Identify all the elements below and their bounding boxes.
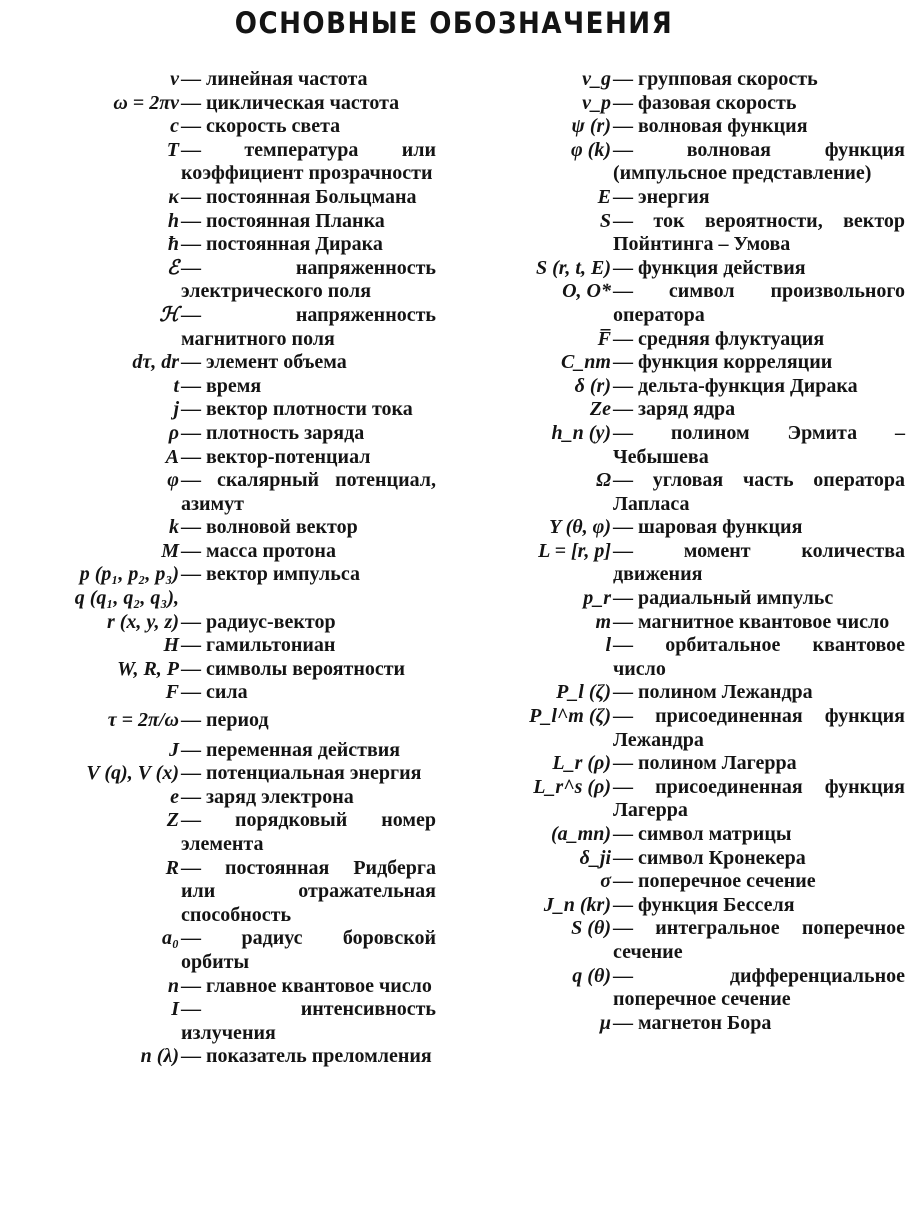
notation-definition: — напряженность электрического поля	[181, 257, 436, 304]
notation-symbol: S (r, t, E)	[535, 256, 611, 279]
notation-entry	[6, 210, 436, 234]
notation-symbol: c	[170, 115, 179, 138]
notation-definition: — энергия	[613, 186, 905, 210]
notation-symbol: F̅	[597, 327, 611, 350]
notation-entry	[461, 894, 905, 918]
notation-definition: — постоянная Ридберга или отражательная способность	[181, 857, 436, 928]
notation-definition: — вектор-потенциал	[181, 446, 436, 470]
notation-symbol: V (q), V (x)	[86, 762, 179, 785]
notation-entry	[461, 398, 905, 422]
notation-symbol: Z	[166, 809, 179, 832]
notation-symbol: Ze	[589, 398, 611, 421]
notation-entry	[6, 469, 436, 516]
notation-entry	[6, 563, 436, 587]
notation-entry	[6, 540, 436, 564]
notation-definition: — интегральное поперечное сечение	[613, 917, 905, 964]
notation-entry	[461, 422, 905, 469]
notation-definition: — волновая функция (импульсное представление)	[613, 139, 905, 186]
notation-definition: — постоянная Больцмана	[181, 186, 436, 210]
notation-definition: — символ Кронекера	[613, 847, 905, 871]
notation-definition: — масса протона	[181, 540, 436, 564]
notation-definition: — средняя флуктуация	[613, 328, 905, 352]
notation-symbol: (a_mn)	[551, 823, 611, 845]
notation-entry	[6, 998, 436, 1045]
notation-entry	[6, 422, 436, 446]
notation-entry	[6, 139, 436, 186]
notation-entry	[6, 92, 436, 116]
notation-definition: — интенсивность излучения	[181, 998, 436, 1045]
notation-entry	[461, 847, 905, 871]
notation-entry	[461, 917, 905, 964]
notation-symbol: dτ, dr	[132, 351, 179, 374]
notation-symbol: Ω	[596, 469, 611, 492]
notation-entry	[461, 1012, 905, 1036]
notation-entry	[6, 233, 436, 257]
notation-symbol: S	[599, 209, 611, 232]
notation-symbol: v_g	[582, 68, 611, 90]
notation-entry	[6, 375, 436, 399]
notation-entry	[461, 257, 905, 281]
notation-definition: — переменная действия	[181, 739, 436, 763]
notation-symbol: δ_ji	[579, 846, 611, 869]
notation-symbol: k	[169, 516, 179, 539]
notation-entry	[461, 776, 905, 823]
notation-symbol: n (λ)	[140, 1045, 179, 1068]
notation-entry	[6, 587, 436, 611]
notation-symbol: τ = 2π/ω	[107, 709, 179, 732]
notation-entry	[6, 304, 436, 351]
notation-symbol: e	[170, 785, 179, 808]
notation-definition: — гамильтониан	[181, 634, 436, 658]
notation-definition: — функция корреляции	[613, 351, 905, 375]
notation-definition: — волновая функция	[613, 115, 905, 139]
notation-definition: — дельта-функция Дирака	[613, 375, 905, 399]
notation-symbol: v_p	[582, 91, 611, 114]
notation-entry	[6, 68, 436, 92]
notation-list-right	[461, 68, 905, 1035]
notation-entry	[461, 328, 905, 352]
notation-symbol: j	[173, 398, 179, 421]
notation-symbol: L_r (ρ)	[552, 752, 611, 775]
notation-definition: — элемент объема	[181, 351, 436, 375]
notation-definition: — полином Лежандра	[613, 681, 905, 705]
notation-symbol: J	[169, 738, 179, 761]
notation-definition: — ток вероятности, вектор Пойнтинга – Умова	[613, 210, 905, 257]
notation-definition: — момент количества движения	[613, 540, 905, 587]
notation-definition: — символ произвольного оператора	[613, 280, 905, 327]
notation-entry	[461, 965, 905, 1012]
notation-symbol: m	[595, 610, 611, 633]
notation-entry	[461, 280, 905, 327]
notation-list-left	[6, 68, 436, 1069]
notation-symbol: h	[167, 209, 179, 232]
notation-entry	[6, 446, 436, 470]
notation-definition: — вектор импульса	[181, 563, 436, 587]
notation-definition: — шаровая функция	[613, 516, 905, 540]
notation-entry	[6, 762, 436, 786]
notation-entry	[6, 398, 436, 422]
notation-symbol: ℰ	[166, 256, 179, 279]
notation-definition: — орбитальное квантовое число	[613, 634, 905, 681]
notation-definition: — температура или коэффициент прозрачности	[181, 139, 436, 186]
notation-symbol: I	[171, 998, 179, 1021]
notation-entry	[6, 611, 436, 635]
notation-entry	[461, 68, 905, 92]
notation-entry	[461, 115, 905, 139]
notation-entry	[6, 809, 436, 856]
notation-entry	[461, 469, 905, 516]
notation-entry	[461, 587, 905, 611]
notation-definition: — полином Лагерра	[613, 752, 905, 776]
notation-definition: — скалярный потенциал, азимут	[181, 469, 436, 516]
notation-entry	[6, 857, 436, 928]
notation-entry	[461, 375, 905, 399]
notation-definition: — функция Бесселя	[613, 894, 905, 918]
notation-entry	[6, 516, 436, 540]
notation-symbol: J_n (kr)	[543, 893, 611, 916]
notation-entry	[461, 186, 905, 210]
notation-symbol: κ	[168, 185, 179, 208]
notation-definition: — постоянная Дирака	[181, 233, 436, 257]
notation-entry	[6, 257, 436, 304]
notation-symbol: p_r	[583, 587, 611, 610]
notation-symbol: n	[167, 974, 179, 997]
notation-definition: — вектор плотности тока	[181, 398, 436, 422]
notation-definition: — дифференциальное поперечное сечение	[613, 965, 905, 1012]
notation-symbol: L = [r, p]	[538, 539, 611, 562]
notation-definition: — скорость света	[181, 115, 436, 139]
notation-definition: — радиус-вектор	[181, 611, 436, 635]
notation-symbol: C_nm	[560, 351, 611, 374]
notation-symbol: Y (θ, φ)	[549, 516, 611, 539]
notation-entry	[461, 870, 905, 894]
notation-definition: — присоединенная функция Лежандра	[613, 705, 905, 752]
notation-symbol: E	[597, 185, 611, 208]
notation-definition: — магнитное квантовое число	[613, 611, 905, 635]
notation-symbol: ρ	[168, 421, 179, 444]
notation-entry	[6, 681, 436, 705]
notation-entry	[461, 516, 905, 540]
notation-entry	[6, 1045, 436, 1069]
notation-symbol: T	[166, 138, 179, 161]
notation-symbol: δ (r)	[574, 374, 611, 397]
notation-definition: — время	[181, 375, 436, 399]
notation-definition: — фазовая скорость	[613, 92, 905, 116]
notation-symbol: r (x, y, z)	[106, 610, 179, 633]
notation-definition: — заряд ядра	[613, 398, 905, 422]
notation-symbol: ħ	[167, 233, 179, 256]
notation-definition: — символ матрицы	[613, 823, 905, 847]
notation-symbol: σ	[600, 870, 611, 893]
notation-entry	[6, 634, 436, 658]
notation-definition: — магнетон Бора	[613, 1012, 905, 1036]
notation-symbol: t	[173, 374, 179, 397]
notation-symbol: q (q₁, q₂, q₃),	[74, 587, 179, 610]
notation-symbol: q (θ)	[572, 964, 611, 987]
notation-definition: — волновой вектор	[181, 516, 436, 540]
notation-entry	[461, 752, 905, 776]
notation-definition: — циклическая частота	[181, 92, 436, 116]
notation-symbol: F	[165, 681, 179, 704]
notation-definition: — период	[181, 709, 436, 733]
notation-definition: — символы вероятности	[181, 658, 436, 682]
notation-definition: — функция действия	[613, 257, 905, 281]
notation-symbol: H	[163, 634, 179, 657]
notation-symbol: ν	[170, 68, 179, 90]
notation-entry	[6, 186, 436, 210]
notation-symbol: A	[165, 445, 179, 468]
notation-symbol: S (θ)	[571, 917, 611, 940]
notation-definition: — радиус боровской орбиты	[181, 927, 436, 974]
notation-definition: — заряд электрона	[181, 786, 436, 810]
notation-entry	[461, 351, 905, 375]
notation-entry	[6, 739, 436, 763]
notation-entry	[461, 634, 905, 681]
notation-symbol: R	[165, 856, 179, 879]
notation-symbol: φ	[167, 469, 179, 492]
notation-symbol: φ (k)	[570, 138, 611, 161]
notation-symbol: O, O*	[562, 280, 611, 303]
page-title: ОСНОВНЫЕ ОБОЗНАЧЕНИЯ	[234, 6, 674, 40]
notation-definition: — радиальный импульс	[613, 587, 905, 611]
notation-definition: — групповая скорость	[613, 68, 905, 92]
notation-entry	[461, 823, 905, 847]
notation-definition: — порядковый номер элемента	[181, 809, 436, 856]
notation-symbol: W, R, P	[117, 657, 179, 680]
notation-entry	[6, 115, 436, 139]
notation-symbol: ψ (r)	[571, 115, 611, 138]
notation-definition: — поперечное сечение	[613, 870, 905, 894]
notation-entry	[6, 658, 436, 682]
notation-entry	[461, 681, 905, 705]
notation-entry	[461, 92, 905, 116]
notation-definition: — главное квантовое число	[181, 975, 436, 999]
notation-entry	[461, 139, 905, 186]
notation-symbol: P_l^m (ζ)	[529, 705, 611, 728]
notation-definition: — плотность заряда	[181, 422, 436, 446]
notation-symbol: L_r^s (ρ)	[533, 775, 611, 798]
notation-definition: — присоединенная функция Лагерра	[613, 776, 905, 823]
notation-definition: — напряженность магнитного поля	[181, 304, 436, 351]
notation-definition: — полином Эрмита – Чебышева	[613, 422, 905, 469]
notation-entry	[6, 927, 436, 974]
notation-entry	[6, 786, 436, 810]
notation-definition-empty	[181, 587, 436, 611]
notation-symbol: ℋ	[159, 303, 179, 326]
notation-symbol: P_l (ζ)	[556, 681, 611, 704]
notation-entry	[461, 705, 905, 752]
notation-symbol: M	[161, 539, 179, 562]
notation-symbol: p (p₁, p₂, p₃)	[79, 563, 179, 586]
notation-entry	[6, 709, 436, 733]
notation-definition: — сила	[181, 681, 436, 705]
notation-symbol: l	[605, 634, 611, 657]
notation-symbol: a₀	[162, 927, 179, 950]
notation-entry	[461, 210, 905, 257]
notation-definition: — постоянная Планка	[181, 210, 436, 234]
notation-symbol: μ	[599, 1011, 611, 1034]
notation-definition: — показатель преломления	[181, 1045, 436, 1069]
notation-definition: — потенциальная энергия	[181, 762, 436, 786]
notation-symbol: ω = 2πν	[113, 91, 179, 114]
notation-symbol: h_n (y)	[551, 421, 611, 444]
notation-entry	[6, 351, 436, 375]
notation-entry	[461, 611, 905, 635]
notation-definition: — линейная частота	[181, 68, 436, 92]
notation-definition: — угловая часть оператора Лапласа	[613, 469, 905, 516]
notation-entry	[461, 540, 905, 587]
notation-entry	[6, 975, 436, 999]
